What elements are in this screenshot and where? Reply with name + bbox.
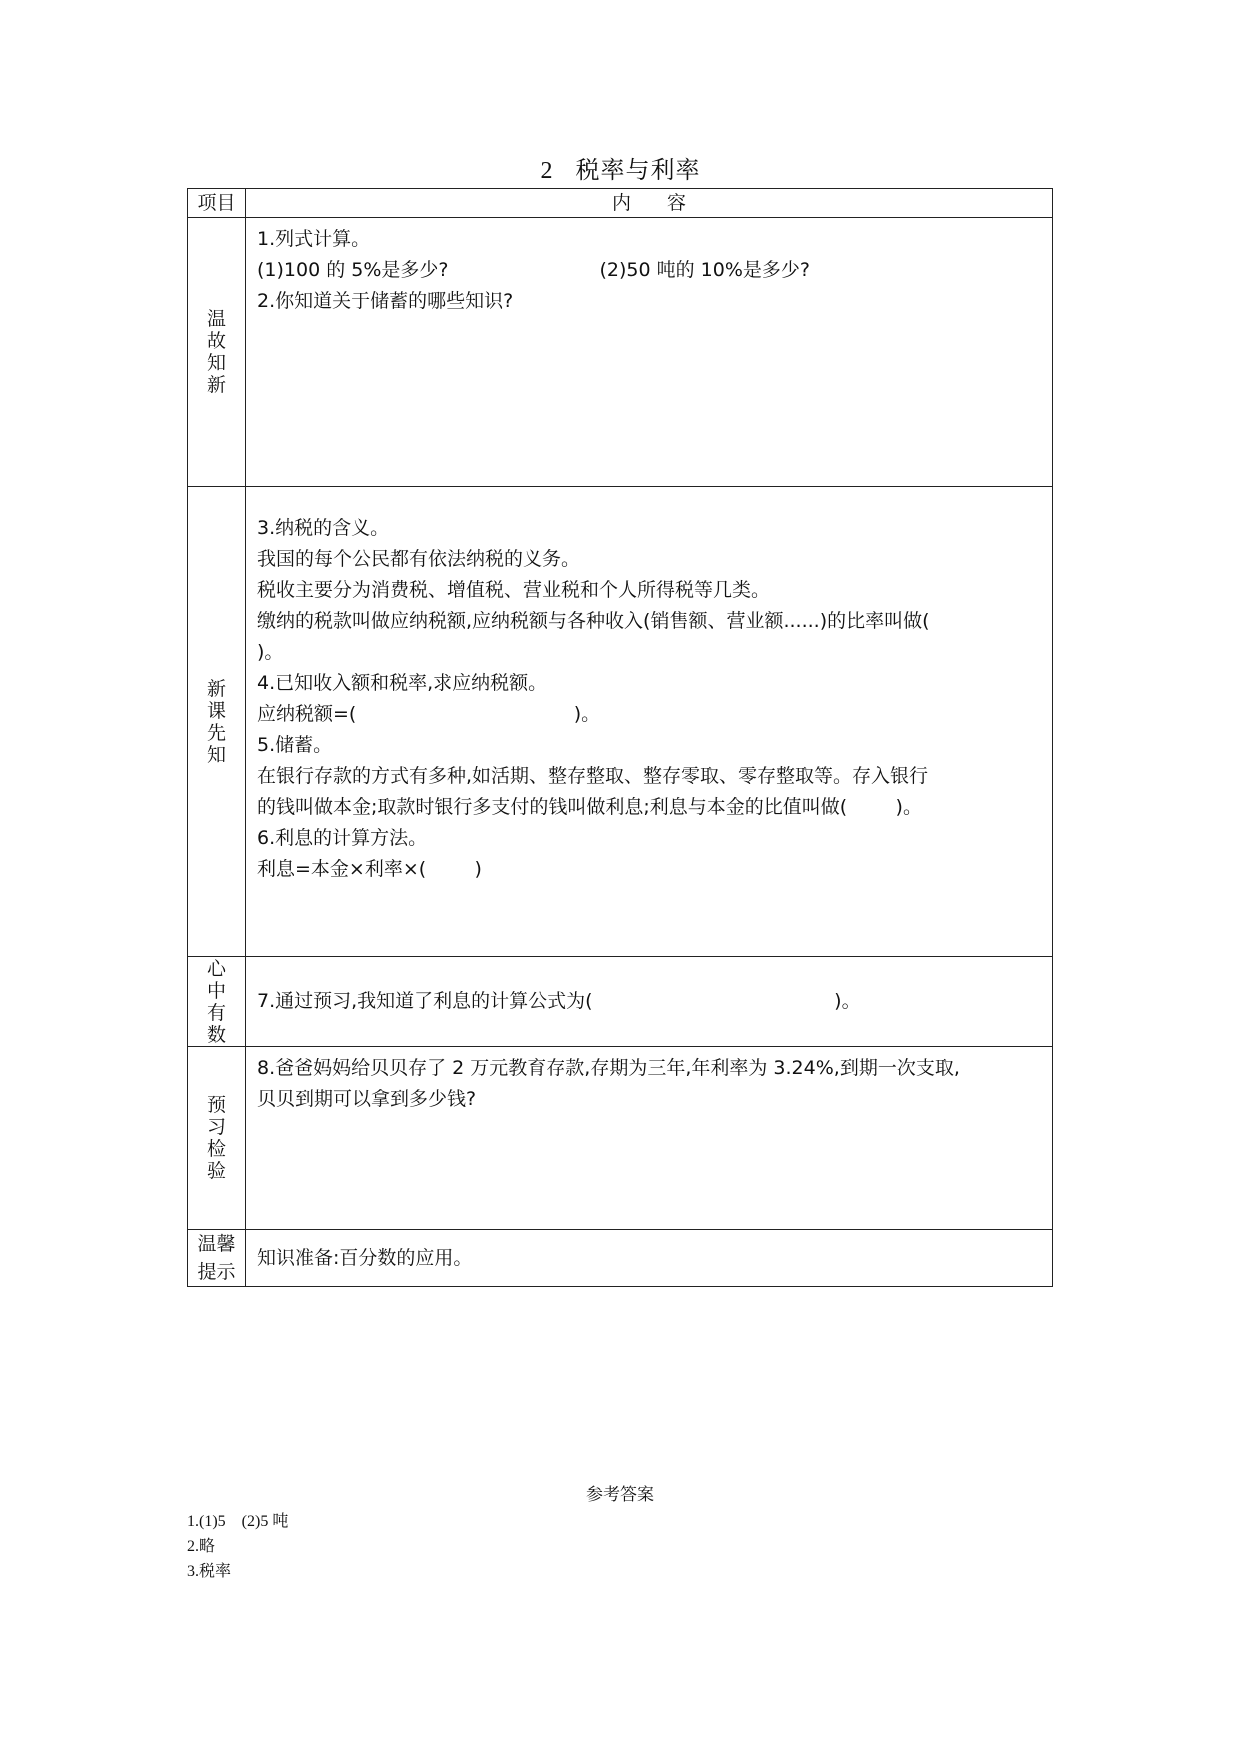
content-line: 1.列式计算。 bbox=[257, 228, 371, 250]
row-content bbox=[246, 487, 1053, 957]
content-line: 7.通过预习,我知道了利息的计算公式为( )。 bbox=[257, 990, 861, 1012]
table-row bbox=[188, 1047, 1053, 1230]
content-line: 8.爸爸妈妈给贝贝存了 2 万元教育存款,存期为三年,年利率为 3.24%,到期一次支取, bbox=[257, 1057, 960, 1079]
row-label bbox=[188, 218, 246, 487]
content-line: 3.纳税的含义。 bbox=[257, 517, 390, 539]
answer-line: 2.略 bbox=[187, 1538, 216, 1555]
row-label bbox=[188, 1230, 246, 1287]
table-row bbox=[188, 957, 1053, 1047]
content-line: 税收主要分为消费税、增值税、营业税和个人所得税等几类。 bbox=[257, 579, 771, 601]
row-label-text: 心中有数 bbox=[206, 957, 226, 1046]
table-header-row bbox=[188, 189, 1053, 218]
header-item-cell: 项目 bbox=[188, 189, 246, 218]
row-content bbox=[246, 1230, 1053, 1287]
header-content-cell: 内容 bbox=[246, 189, 1053, 218]
row-label-text: 新课先知 bbox=[206, 677, 226, 766]
answer-list bbox=[187, 1509, 288, 1584]
content-line: 我国的每个公民都有依法纳税的义务。 bbox=[257, 548, 581, 570]
row-label-text: 预习检验 bbox=[206, 1094, 226, 1182]
row-label bbox=[188, 1047, 246, 1230]
preview-table bbox=[187, 188, 1053, 1287]
table-row bbox=[188, 1230, 1053, 1287]
answer-line: 3.税率 bbox=[187, 1563, 232, 1580]
page-title bbox=[0, 155, 1241, 186]
row-content bbox=[246, 957, 1053, 1047]
answer-line: 1.(1)5 (2)5 吨 bbox=[187, 1513, 289, 1530]
content-line: 贝贝到期可以拿到多少钱? bbox=[257, 1088, 477, 1110]
content-line: 5.储蓄。 bbox=[257, 734, 333, 756]
answer-title: 参考答案 bbox=[586, 1485, 654, 1505]
content-line: 6.利息的计算方法。 bbox=[257, 827, 428, 849]
row-content bbox=[246, 1047, 1053, 1230]
row-content bbox=[246, 218, 1053, 487]
content-line: )。 bbox=[257, 641, 284, 663]
content-line: 缴纳的税款叫做应纳税额,应纳税额与各种收入(销售额、营业额......)的比率叫做( bbox=[257, 610, 930, 632]
table-row bbox=[188, 487, 1053, 957]
content-line: 知识准备:百分数的应用。 bbox=[257, 1246, 473, 1269]
content-line: 4.已知收入额和税率,求应纳税额。 bbox=[257, 672, 548, 694]
content-line: (1)100 的 5%是多少? (2)50 吨的 10%是多少? bbox=[257, 259, 810, 281]
content-line: 在银行存款的方式有多种,如活期、整存整取、整存零取、零存整取等。存入银行 bbox=[257, 765, 929, 787]
row-label bbox=[188, 957, 246, 1047]
content-line: 利息=本金×利率×( ) bbox=[257, 858, 482, 880]
content-line: 应纳税额=( )。 bbox=[257, 703, 601, 725]
row-label-text: 温故知新 bbox=[206, 308, 226, 396]
row-label bbox=[188, 487, 246, 957]
table-row bbox=[188, 218, 1053, 487]
row-label-text: 温馨提示 bbox=[197, 1233, 236, 1283]
lesson-title: 税率与利率 bbox=[575, 156, 701, 184]
content-line: 的钱叫做本金;取款时银行多支付的钱叫做利息;利息与本金的比值叫做( )。 bbox=[257, 796, 922, 818]
lesson-number: 2 bbox=[540, 158, 554, 184]
content-line: 2.你知道关于储蓄的哪些知识? bbox=[257, 290, 514, 312]
